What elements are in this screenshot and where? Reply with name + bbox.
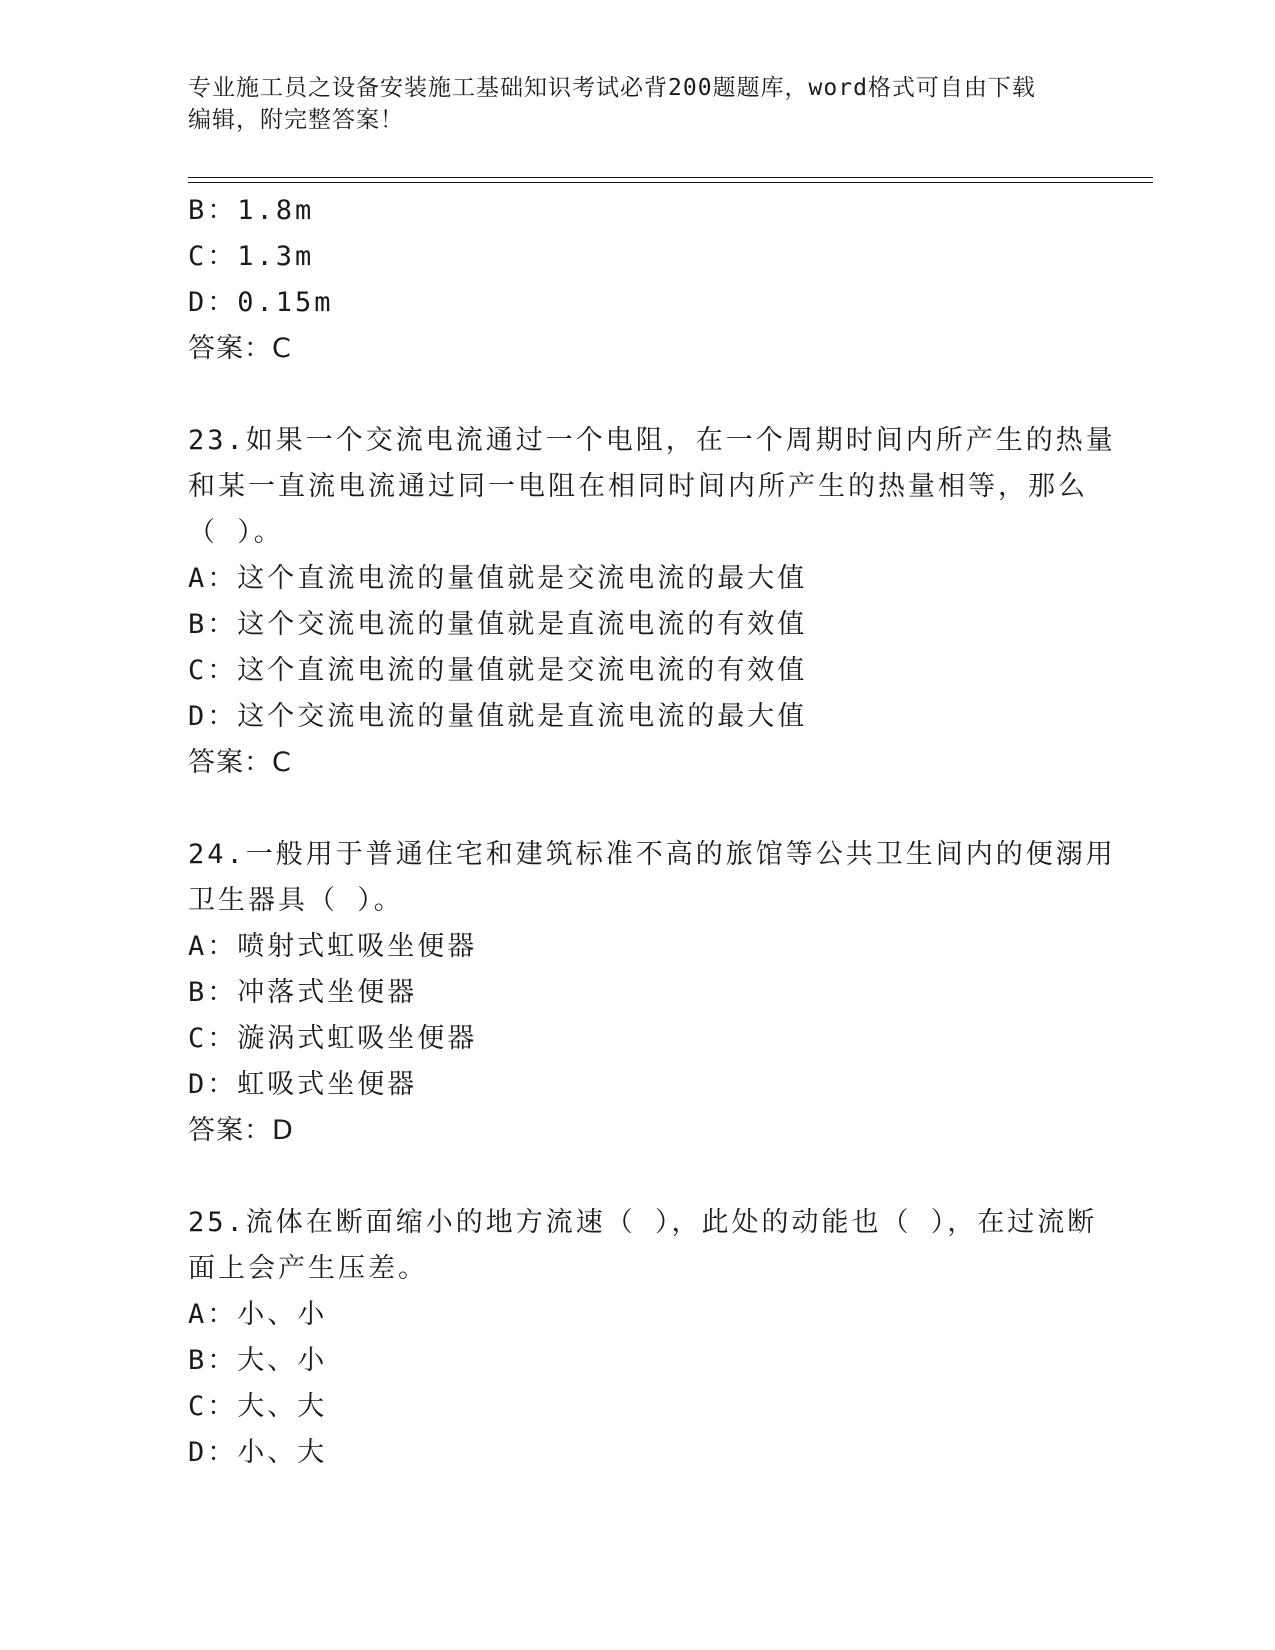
answer-line: 答案：C [188, 333, 292, 364]
question-text-line: 24.一般用于普通住宅和建筑标准不高的旅馆等公共卫生间内的便溺用 [188, 839, 1116, 870]
option-a: A：小、小 [188, 1299, 328, 1330]
option-d: D：小、大 [188, 1437, 328, 1468]
question-text-line: 面上会产生压差。 [188, 1253, 428, 1284]
option-c: C：大、大 [188, 1391, 328, 1422]
document-body [188, 188, 1116, 1476]
option-b: B：这个交流电流的量值就是直流电流的有效值 [188, 609, 808, 640]
question-text-line: 25.流体在断面缩小的地方流速（ ），此处的动能也（ ），在过流断 [188, 1207, 1098, 1238]
option-a: A：喷射式虹吸坐便器 [188, 931, 478, 962]
question-text-line: 卫生器具（ ）。 [188, 885, 404, 916]
option-c: C：漩涡式虹吸坐便器 [188, 1023, 478, 1054]
answer-line: 答案：C [188, 747, 292, 778]
header-divider-top [188, 177, 1153, 178]
question-text-line: （ ）。 [188, 517, 284, 548]
option-b: B：1.8m [188, 195, 315, 226]
question-23 [188, 418, 1116, 786]
answer-line: 答案：D [188, 1115, 294, 1146]
question-25 [188, 1200, 1098, 1476]
option-c: C：1.3m [188, 241, 315, 272]
option-c: C：这个直流电流的量值就是交流电流的有效值 [188, 655, 808, 686]
option-d: D：0.15m [188, 287, 334, 318]
option-d: D：这个交流电流的量值就是直流电流的最大值 [188, 701, 808, 732]
option-d: D：虹吸式坐便器 [188, 1069, 418, 1100]
header-title-line-1: 专业施工员之设备安装施工基础知识考试必背200题题库，word格式可自由下载 [188, 75, 1036, 101]
previous-question-tail [188, 188, 1088, 372]
header-divider-bottom [188, 182, 1153, 183]
option-a: A：这个直流电流的量值就是交流电流的最大值 [188, 563, 808, 594]
question-text-line: 和某一直流电流通过同一电阻在相同时间内所产生的热量相等，那么 [188, 471, 1088, 502]
option-b: B：大、小 [188, 1345, 328, 1376]
question-24 [188, 832, 1116, 1154]
question-text-line: 23.如果一个交流电流通过一个电阻，在一个周期时间内所产生的热量 [188, 425, 1116, 456]
option-b: B：冲落式坐便器 [188, 977, 418, 1008]
document-header [188, 72, 1088, 136]
header-title-line-2: 编辑，附完整答案！ [188, 107, 404, 133]
